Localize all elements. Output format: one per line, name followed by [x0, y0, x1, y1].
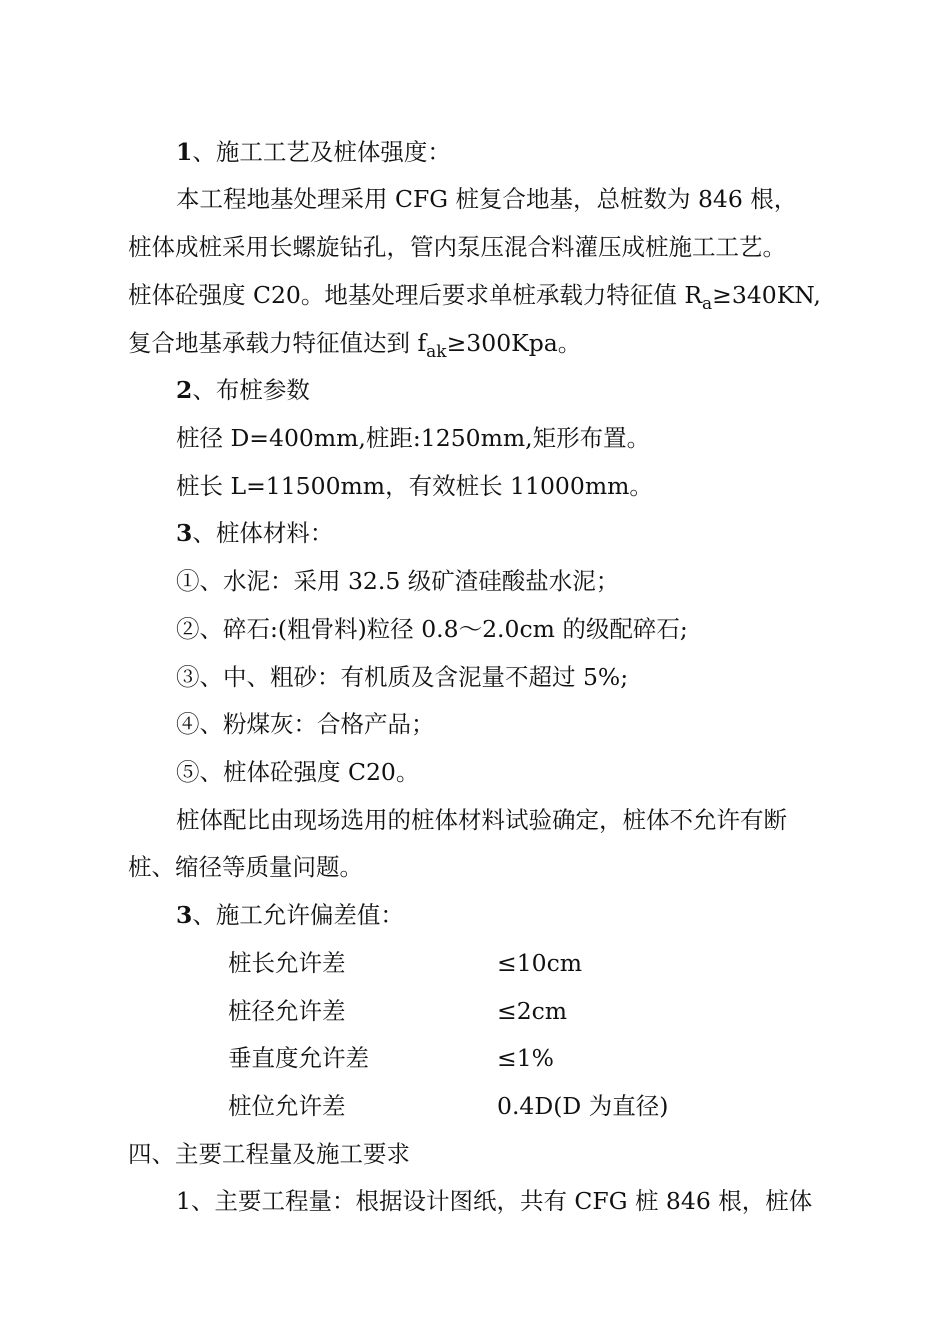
section-heading-3: 3、桩体材料： — [176, 519, 334, 547]
tolerance-value: ≤1% — [497, 1044, 554, 1072]
section-heading-2: 2、布桩参数 — [176, 376, 310, 404]
list-item: ①、水泥：采用 32.5 级矿渣硅酸盐水泥； — [176, 567, 620, 595]
paragraph-line: 桩长 L=11500mm，有效桩长 11000mm。 — [176, 472, 653, 500]
tolerance-item: 垂直度允许差 — [228, 1044, 369, 1072]
paragraph-line: 桩、缩径等质量问题。 — [128, 853, 363, 881]
paragraph-line: 桩体成桩采用长螺旋钻孔，管内泵压混合料灌压成桩施工工艺。 — [128, 233, 786, 261]
paragraph-line: 1、主要工程量：根据设计图纸，共有 CFG 桩 846 根，桩体 — [176, 1187, 813, 1215]
tolerance-value: ≤2cm — [497, 997, 568, 1025]
section-heading-1: 1、施工工艺及桩体强度： — [176, 138, 451, 166]
paragraph-line: 桩径 D=400mm,桩距:1250mm,矩形布置。 — [176, 424, 651, 452]
tolerance-item: 桩径允许差 — [228, 997, 346, 1025]
tolerance-item: 桩位允许差 — [228, 1092, 346, 1120]
tolerance-item: 桩长允许差 — [228, 949, 346, 977]
list-item: ②、碎石:(粗骨料)粒径 0.8～2.0cm 的级配碎石; — [176, 615, 688, 643]
chapter-heading: 四、主要工程量及施工要求 — [128, 1140, 410, 1168]
paragraph-line: 桩体砼强度 C20。地基处理后要求单桩承载力特征值 $R_a\ge 340KN$, — [128, 281, 821, 314]
paragraph-line: 复合地基承载力特征值达到 $f_{ak}\ge 300Kpa$。 — [128, 329, 582, 362]
list-item: ④、粉煤灰：合格产品； — [176, 710, 435, 738]
paragraph-line: 桩体配比由现场选用的桩体材料试验确定，桩体不允许有断 — [176, 806, 787, 834]
paragraph-line: 本工程地基处理采用 CFG 桩复合地基，总桩数为 846 根， — [176, 185, 798, 213]
list-item: ③、中、粗砂：有机质及含泥量不超过 5%; — [176, 663, 629, 691]
list-item: ⑤、桩体砼强度 C20。 — [176, 758, 420, 786]
tolerance-value: ≤10cm — [497, 949, 583, 977]
section-heading-4: 3、施工允许偏差值： — [176, 901, 404, 929]
tolerance-value: 0.4D(D 为直径) — [497, 1092, 669, 1120]
